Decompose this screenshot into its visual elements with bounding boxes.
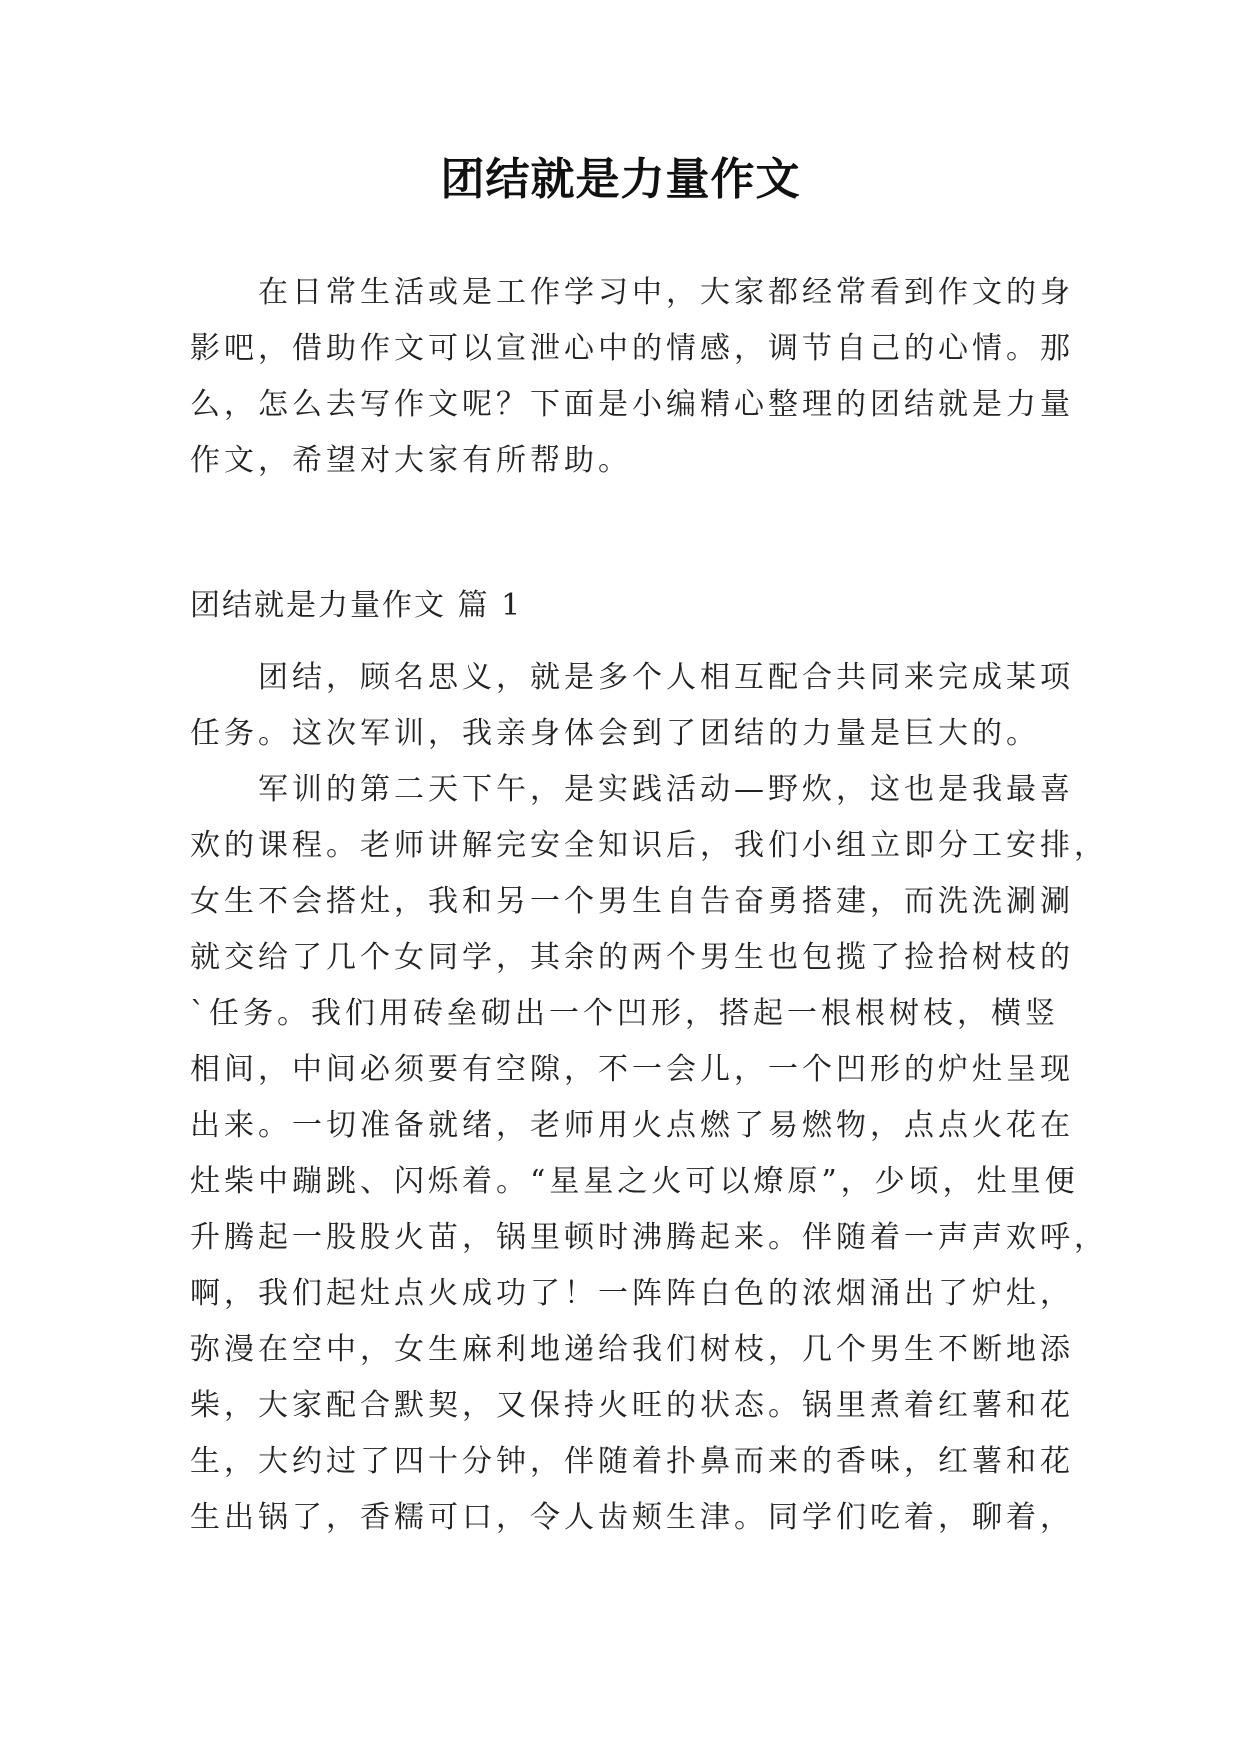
- paragraph-line: 就交给了几个女同学，其余的两个男生也包揽了捡拾树枝的: [190, 940, 1074, 975]
- paragraph-line: 生，大约过了四十分钟，伴随着扑鼻而来的香味，红薯和花: [190, 1444, 1074, 1479]
- paragraph-line: 啊，我们起灶点火成功了！一阵阵白色的浓烟涌出了炉灶，: [190, 1276, 1074, 1311]
- intro-line: 影吧，借助作文可以宣泄心中的情感，调节自己的心情。那: [190, 331, 1074, 366]
- intro-paragraph: [190, 265, 1074, 489]
- intro-line: 在日常生活或是工作学习中，大家都经常看到作文的身: [258, 275, 1074, 310]
- paragraph-1: [190, 650, 1074, 762]
- paragraph-line: 军训的第二天下午，是实践活动—野炊，这也是我最喜: [258, 772, 1074, 807]
- paragraph-line: 生出锅了，香糯可口，令人齿颊生津。同学们吃着，聊着，: [190, 1500, 1074, 1535]
- section-heading: 团结就是力量作文 篇 1: [190, 588, 523, 623]
- paragraph-line: 团结，顾名思义，就是多个人相互配合共同来完成某项: [258, 660, 1074, 695]
- intro-line: 么，怎么去写作文呢？下面是小编精心整理的团结就是力量: [190, 387, 1074, 422]
- paragraph-line: 柴，大家配合默契，又保持火旺的状态。锅里煮着红薯和花: [190, 1388, 1074, 1423]
- document-title: 团结就是力量作文: [440, 154, 801, 205]
- paragraph-2: [190, 762, 1108, 1546]
- paragraph-line: 欢的课程。老师讲解完安全知识后，我们小组立即分工安排，: [190, 828, 1108, 863]
- paragraph-line: 任务。这次军训，我亲身体会到了团结的力量是巨大的。: [190, 716, 1040, 751]
- paragraph-line: 升腾起一股股火苗，锅里顿时沸腾起来。伴随着一声声欢呼，: [190, 1220, 1108, 1255]
- paragraph-line: 相间，中间必须要有空隙，不一会儿，一个凹形的炉灶呈现: [190, 1052, 1074, 1087]
- paragraph-line: 灶柴中蹦跳、闪烁着。“星星之火可以燎原”，少顷，灶里便: [190, 1164, 1079, 1199]
- paragraph-line: 女生不会搭灶，我和另一个男生自告奋勇搭建，而洗洗涮涮: [190, 884, 1074, 919]
- paragraph-line: 出来。一切准备就绪，老师用火点燃了易燃物，点点火花在: [190, 1108, 1074, 1143]
- paragraph-line: 弥漫在空中，女生麻利地递给我们树枝，几个男生不断地添: [190, 1332, 1074, 1367]
- paragraph-line: `任务。我们用砖垒砌出一个凹形，搭起一根根树枝，横竖: [190, 996, 1059, 1031]
- intro-line: 作文，希望对大家有所帮助。: [190, 443, 632, 478]
